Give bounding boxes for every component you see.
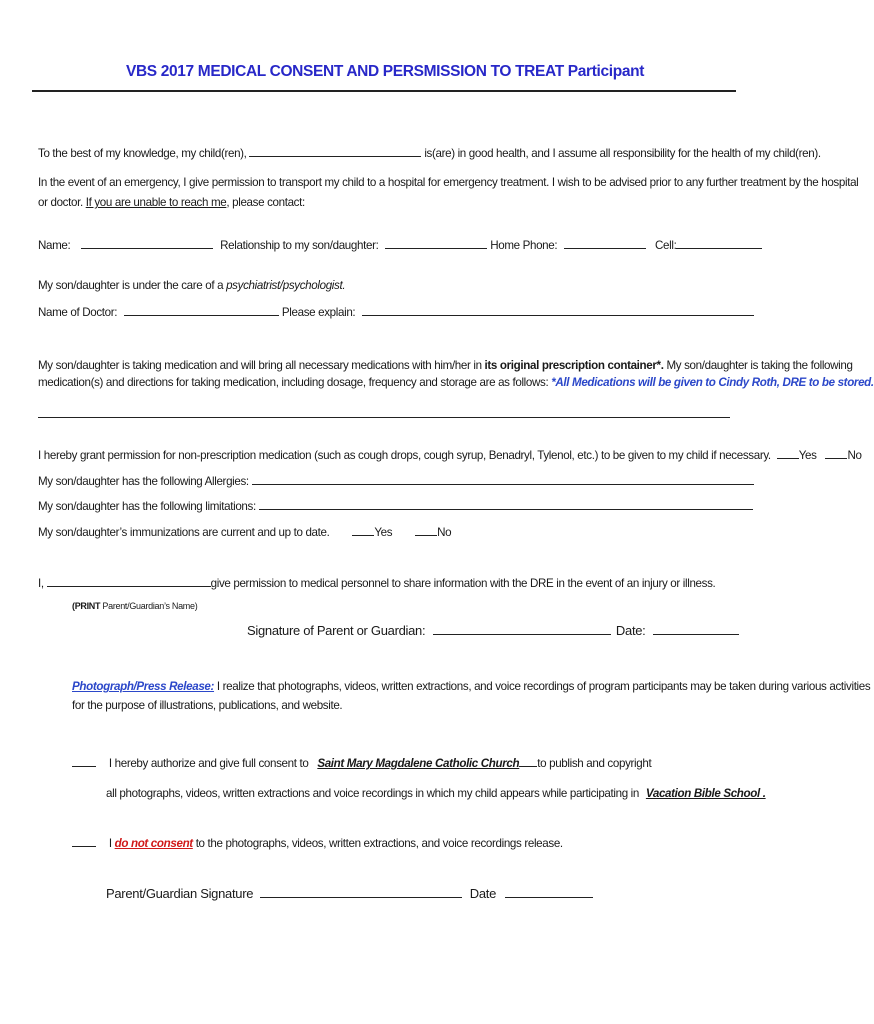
nonprescription-yes-field[interactable] (777, 447, 799, 459)
limitations-label: My son/daughter has the following limitations: (38, 500, 256, 513)
do-not-consent-text: do not consent (114, 837, 193, 850)
health-statement-end: is(are) in good health, and I assume all responsibility for the health of my child(ren). (424, 147, 821, 160)
relationship-field[interactable] (385, 237, 487, 249)
nonprescription-no-field[interactable] (825, 447, 847, 459)
authorize-row (72, 755, 651, 771)
decline-row (72, 835, 563, 851)
care-statement (38, 279, 345, 293)
parent-print-name-field[interactable] (47, 575, 211, 587)
immunizations-no-field[interactable] (415, 524, 437, 536)
medication-line2-start: medication(s) and directions for taking medication, including dosage, frequency and storage are as follows: (38, 376, 549, 389)
emergency-statement-line2 (38, 196, 305, 210)
medication-line1 (38, 359, 853, 373)
signature-date-field-2[interactable] (505, 884, 593, 898)
limitations-field[interactable] (259, 498, 753, 510)
permission-prefix: I, (38, 577, 44, 590)
signature-field-2[interactable] (260, 884, 462, 898)
nonprescription-yes-label: Yes (798, 449, 817, 462)
emergency-contact-row (38, 237, 762, 253)
title-divider (32, 90, 736, 92)
doctor-row (38, 304, 754, 320)
emergency-line2-end: , please contact: (226, 196, 305, 209)
home-phone-field[interactable] (564, 237, 646, 249)
immunizations-yes-field[interactable] (352, 524, 374, 536)
care-text: My son/daughter is under the care of a (38, 279, 224, 292)
form-title: VBS 2017 MEDICAL CONSENT AND PERSMISSION TO TREAT Participant (125, 63, 645, 80)
permission-text: give permission to medical personnel to share information with the DRE in the event of an injury or illness. (210, 577, 716, 590)
church-name: Saint Mary Magdalene Catholic Church (317, 757, 520, 770)
limitations-row (38, 498, 753, 514)
cell-field[interactable] (676, 237, 762, 249)
medication-container-text: its original prescription container*. (484, 359, 664, 372)
health-statement (38, 145, 821, 161)
program-name: Vacation Bible School . (645, 787, 766, 800)
authorize-text2: to publish and copyright (537, 757, 652, 770)
authorize-line2 (106, 787, 766, 801)
medication-line1-start: My son/daughter is taking medication and will bring all necessary medications with him/her in (38, 359, 482, 372)
medication-details-field[interactable] (38, 417, 730, 418)
allergies-row (38, 473, 754, 489)
explain-field[interactable] (362, 304, 754, 316)
explain-label: Please explain: (281, 306, 356, 319)
signature-date-field-1[interactable] (653, 621, 739, 635)
cell-label: Cell: (655, 239, 677, 252)
nonprescription-text: I hereby grant permission for non-prescription medication (such as cough drops, cough syrup, Benadryl, Tylenol, etc.) to be given to my child if necessary. (38, 449, 771, 462)
signature-row-2 (106, 884, 593, 901)
print-caption-bold: (PRINT (72, 601, 101, 611)
decline-text: to the photographs, videos, written extractions, and voice recordings release. (195, 837, 563, 850)
contact-name-label: Name: (38, 239, 71, 252)
signature-row-1 (247, 621, 739, 638)
decline-checkbox[interactable] (72, 835, 96, 847)
child-name-field[interactable] (249, 145, 421, 157)
photo-release-line2: for the purpose of illustrations, publications, and website. (72, 699, 343, 712)
allergies-field[interactable] (252, 473, 754, 485)
doctor-name-field[interactable] (124, 304, 279, 316)
nonprescription-row (38, 447, 862, 463)
photo-release-line1 (72, 680, 870, 694)
signature-date-label-1: Date: (615, 623, 646, 638)
photo-release-text1: I realize that photographs, videos, written extractions, and voice recordings of program participants may be taken during various activities (216, 680, 871, 693)
immunizations-no-label: No (437, 526, 452, 539)
signature-field-1[interactable] (433, 621, 611, 635)
immunizations-yes-label: Yes (374, 526, 393, 539)
authorize-checkbox[interactable] (72, 755, 96, 767)
health-statement-start: To the best of my knowledge, my child(ren), (38, 147, 247, 160)
medication-storage-note: *All Medications will be given to Cindy Roth, DRE to be stored. (551, 376, 874, 389)
relationship-label: Relationship to my son/daughter: (220, 239, 379, 252)
home-phone-label: Home Phone: (490, 239, 558, 252)
medication-line2 (38, 376, 874, 390)
signature-label-1: Signature of Parent or Guardian: (247, 623, 426, 638)
emergency-line2-start: or doctor. (38, 196, 83, 209)
permission-row (38, 575, 715, 591)
immunizations-label: My son/daughter’s immunizations are current and up to date. (38, 526, 330, 539)
immunizations-row (38, 524, 451, 540)
doctor-name-label: Name of Doctor: (38, 306, 118, 319)
medication-line1-end: My son/daughter is taking the following (666, 359, 853, 372)
decline-prefix: I (108, 837, 112, 850)
print-name-caption (72, 601, 197, 611)
nonprescription-no-label: No (847, 449, 862, 462)
emergency-unreachable-text: If you are unable to reach me (85, 196, 227, 209)
allergies-label: My son/daughter has the following Allergies: (38, 475, 249, 488)
photo-release-heading: Photograph/Press Release: (72, 680, 215, 693)
emergency-statement-line1: In the event of an emergency, I give permission to transport my child to a hospital for emergency treatment. I wish to be advised prior to any further treatment by the hospital (38, 176, 859, 189)
care-provider-type: psychiatrist/psychologist. (226, 279, 346, 292)
authorize-line2-text: all photographs, videos, written extractions and voice recordings in which my child appears while participating in (106, 787, 640, 800)
print-caption-rest: Parent/Guardian’s Name) (102, 601, 198, 611)
signature-date-label-2: Date (469, 886, 497, 901)
church-trailing-line (519, 755, 537, 767)
authorize-text1: I hereby authorize and give full consent to (108, 757, 309, 770)
contact-name-field[interactable] (81, 237, 213, 249)
signature-label-2: Parent/Guardian Signature (106, 886, 254, 901)
